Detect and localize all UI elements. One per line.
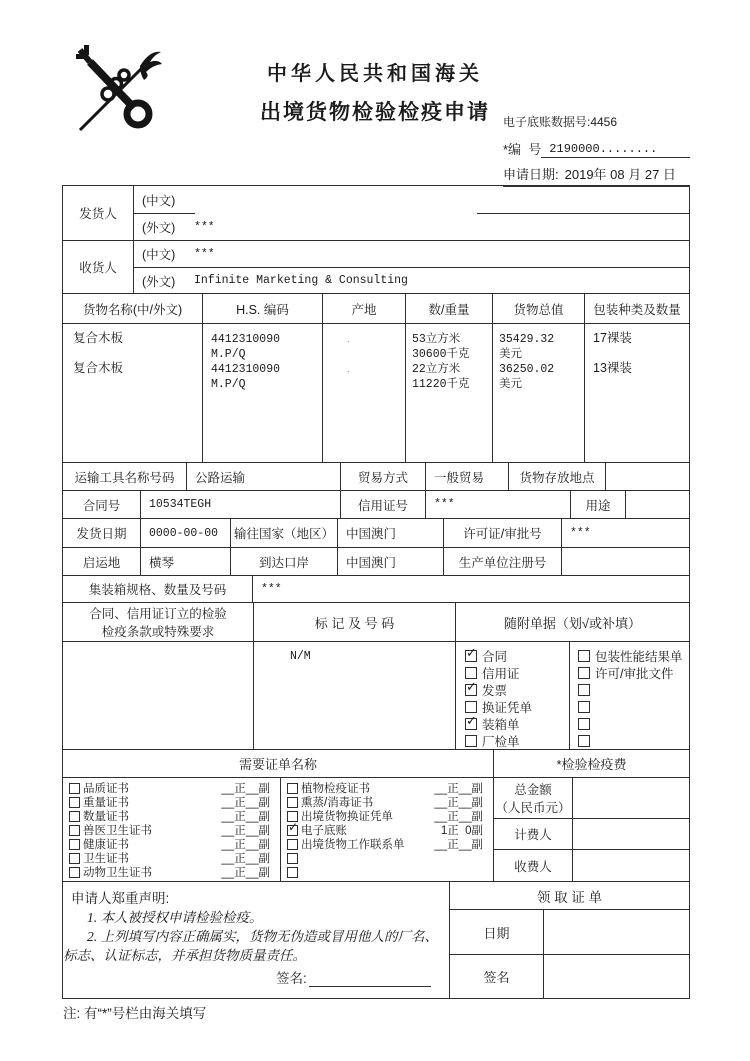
checkbox-icon [465,735,477,747]
trade-mode-value: 一般贸易 [426,463,509,490]
consignee-row [63,241,689,293]
pickup-box [450,882,689,998]
cert-quantity: 数量证书 __正__副 [69,809,274,823]
fee-collector-value [573,850,689,881]
chinese-prefix: (中文) [142,248,176,262]
cert-exchange-voucher: 出境货物换证凭单 __正__副 [287,809,487,823]
cert-animal-health: 动物卫生证书 __正__副 [69,865,274,879]
certificates-section [63,750,689,882]
header-info [503,113,690,187]
application-date-row [503,160,690,187]
fee-box [494,778,689,881]
cert-fumigation: 熏蒸/消毒证书 __正__副 [287,795,487,809]
cert-veterinary: 兽医卫生证书 __正__副 [69,823,274,837]
foreign-prefix: (外文) [142,221,176,235]
checkbox-checked-icon: ✓ [466,678,477,694]
fee-calculator-label: 计费人 [494,819,573,849]
checkbox-icon [578,684,590,696]
doc-item-packing-result: 包装性能结果单 [578,647,689,664]
docs-right-list [569,642,689,749]
certificates-body [63,778,689,881]
cert-plant-quarantine: 植物检疫证书 __正__副 [287,781,487,795]
checkbox-icon [578,718,590,730]
certificates-col2 [281,778,494,881]
use-label: 用途 [571,491,626,518]
china-customs-emblem-icon [70,38,162,138]
container-label: 集装箱规格、数量及号码 [63,576,253,602]
departure-label: 启运地 [63,548,141,575]
cert-weight: 重量证书 __正__副 [69,795,274,809]
fee-collector-label: 收费人 [494,850,573,881]
lc-value: *** [426,491,571,518]
cert-blank [287,851,487,865]
use-value [626,491,689,518]
declaration-line-2: 2. 上列填写内容正确属实，货物无伪造或冒用他人的厂名、 [87,929,438,944]
doc-item-blank [578,715,689,732]
doc-item-lc: 信用证 [465,664,569,681]
form-subtitle: 出境货物检验检疫申请 [260,101,490,124]
fee-calculator-value [573,819,689,849]
consignee-label: 收货人 [63,241,134,293]
fee-total-row [494,778,689,819]
goods-col-value: 货物总值 [493,294,585,323]
goods-qty-cell: 53立方米 30600千克 22立方米 11220千克 [406,324,493,462]
checkbox-icon [287,867,298,878]
clause-cell [63,642,254,749]
cert-sanitary: 卫生证书 __正__副 [69,851,274,865]
checkbox-icon [465,667,477,679]
transport-row-2 [63,491,689,519]
goods-col-origin: 产地 [323,294,406,323]
consignor-fn-value: *** [194,220,215,234]
footer-note: 注: 有“*”号栏由海关填写 [63,1006,207,1021]
serial-value: 2190000........ [541,142,690,158]
transport-section [63,463,689,603]
fee-collector-row [494,850,689,881]
declaration-title: 申请人郑重声明: [71,891,170,906]
transport-row-4 [63,548,689,576]
marks-docs-section [63,603,689,750]
pickup-date-row [450,910,689,955]
checkbox-icon [287,853,298,864]
pickup-sign-label: 签名 [450,955,544,998]
certificates-header: 需要证单名称 [63,750,494,777]
checkbox-icon [287,783,298,794]
container-value: *** [261,582,282,596]
doc-item-factory-check: 厂检单 [465,732,569,749]
pickup-date-label: 日期 [450,910,544,954]
foreign-prefix: (外文) [142,274,176,289]
consignee-cn-value: *** [194,247,215,261]
goods-pack-cell: 17裸装 13裸装 [593,331,632,375]
checkbox-icon [578,650,590,662]
producer-reg-label: 生产单位注册号 [444,548,562,575]
permit-label: 许可证/审批号 [444,519,562,547]
contract-value: 10534TEGH [141,491,341,518]
declaration-line-1: 1. 本人被授权申请检验检疫。 [87,910,263,925]
permit-value: *** [570,526,591,540]
marks-body-row [63,642,689,749]
ship-date-label: 发货日期 [63,519,141,547]
checkbox-icon [69,853,80,864]
signature-blank-line [309,972,431,987]
checkbox-checked-icon: ✓ [466,644,477,660]
transport-row-1 [63,463,689,491]
cert-quality: 品质证书 __正__副 [69,781,274,795]
checkbox-icon [287,839,298,850]
pickup-sign-value [544,955,689,998]
ledger-number: 电子底账数据号:4456 [503,115,618,129]
form-body [62,185,690,999]
goods-value-cell: 35429.32 美元 36250.02 美元 [493,324,585,462]
dest-country-value: 中国澳门 [338,519,444,547]
arrival-port-label: 到达口岸 [231,548,338,575]
doc-item-blank [578,681,689,698]
departure-value: 横琴 [141,548,231,575]
trade-mode-label: 贸易方式 [341,463,426,490]
date-label: 申请日期: [503,167,559,182]
fee-calculator-row [494,819,689,850]
docs-header: 随附单据（划√或补填） [503,615,642,631]
pickup-sign-row [450,955,689,998]
checkbox-icon [69,867,80,878]
serial-label: *编 号 [503,142,542,157]
marks-header: 标 记 及 号 码 [254,603,456,641]
doc-item-packing-list: ✓ 装箱单 [466,712,520,732]
goods-col-pack: 包装种类及数量 [593,302,681,317]
vehicle-label: 运输工具名称号码 [63,463,187,490]
consignor-label: 发货人 [63,186,134,240]
doc-item-voucher: 换证凭单 [465,698,569,715]
transport-row-3 [63,519,689,548]
doc-item-blank [578,698,689,715]
producer-reg-value [562,548,689,575]
doc-item-permit-file: 许可/审批文件 [578,664,689,681]
goods-col-hs: H.S. 编码 [203,294,323,323]
cert-blank [287,865,487,879]
certificates-col1 [63,778,281,881]
lc-label: 信用证号 [341,491,426,518]
serial-number-row [503,139,690,158]
storage-value [606,463,689,490]
clause-header: 合同、信用证订立的检验 检疫条款或特殊要求 [63,603,254,641]
checkbox-icon [578,701,590,713]
goods-body [63,324,689,462]
checkbox-icon [69,825,80,836]
cert-work-contact: 出境货物工作联系单 __正__副 [287,837,487,851]
goods-table [63,294,689,463]
checkbox-icon [69,839,80,850]
doc-item-blank [578,732,689,749]
goods-header-row [63,294,689,324]
date-value: 2019年 08 月 27 日 [564,167,676,182]
checkbox-icon [69,811,80,822]
fee-total-value [573,778,689,818]
form-title: 中华人民共和国海关 [267,63,483,85]
doc-item-invoice: ✓ 发票 [466,678,508,698]
consignee-fn-value: Infinite Marketing & Consulting [194,274,408,287]
chinese-prefix: (中文) [142,193,176,208]
transport-row-5 [63,576,689,602]
arrival-port-value: 中国澳门 [338,548,444,575]
checkbox-icon [578,667,590,679]
goods-name-cell: 复合木板 复合木板 [63,324,203,462]
cert-health: 健康证书 __正__副 [69,837,274,851]
declaration-section [63,882,689,998]
goods-col-name: 货物名称(中/外文) [63,294,203,323]
goods-col-qty: 数/重量 [406,294,493,323]
marks-value: N/M [254,642,456,749]
applicant-signature-row [276,967,441,987]
goods-hs-cell: 4412310090 M.P/Q 4412310090 M.P/Q [203,324,323,462]
declaration-line-3: 标志、认证标志，并承担货物质量责任。 [63,948,306,963]
signature-label: 签名: [276,971,307,986]
declaration-box [63,882,450,998]
pickup-date-value [544,910,689,954]
dest-country-label: 输往国家（地区） [231,519,338,547]
vehicle-value: 公路运输 [187,463,341,490]
doc-item-contract: ✓ 合同 [466,644,508,664]
redaction-box [195,197,477,220]
checkbox-icon [69,797,80,808]
marks-header-row [63,603,689,642]
checkbox-checked-icon: ✓ [466,712,477,728]
parties-section [63,186,689,294]
fee-header: *检验检疫费 [556,757,627,772]
checkbox-icon [69,783,80,794]
storage-label: 货物存放地点 [509,463,606,490]
contract-label: 合同号 [63,491,141,518]
cert-electronic-ledger: ✓ 电子底账 1正 0副 [288,819,483,837]
docs-cell [456,642,689,749]
checkbox-checked-icon: ✓ [288,819,299,834]
certificates-header-row [63,750,689,778]
checkbox-icon [578,735,590,747]
goods-origin-cell: . . [323,324,406,462]
fee-total-label: 总金额 （人民币元） [494,778,573,818]
pickup-header: 领 取 证 单 [450,882,689,910]
checkbox-icon [287,797,298,808]
ship-date-value: 0000-00-00 [141,519,231,547]
checkbox-icon [465,701,477,713]
docs-left-list [456,642,569,749]
